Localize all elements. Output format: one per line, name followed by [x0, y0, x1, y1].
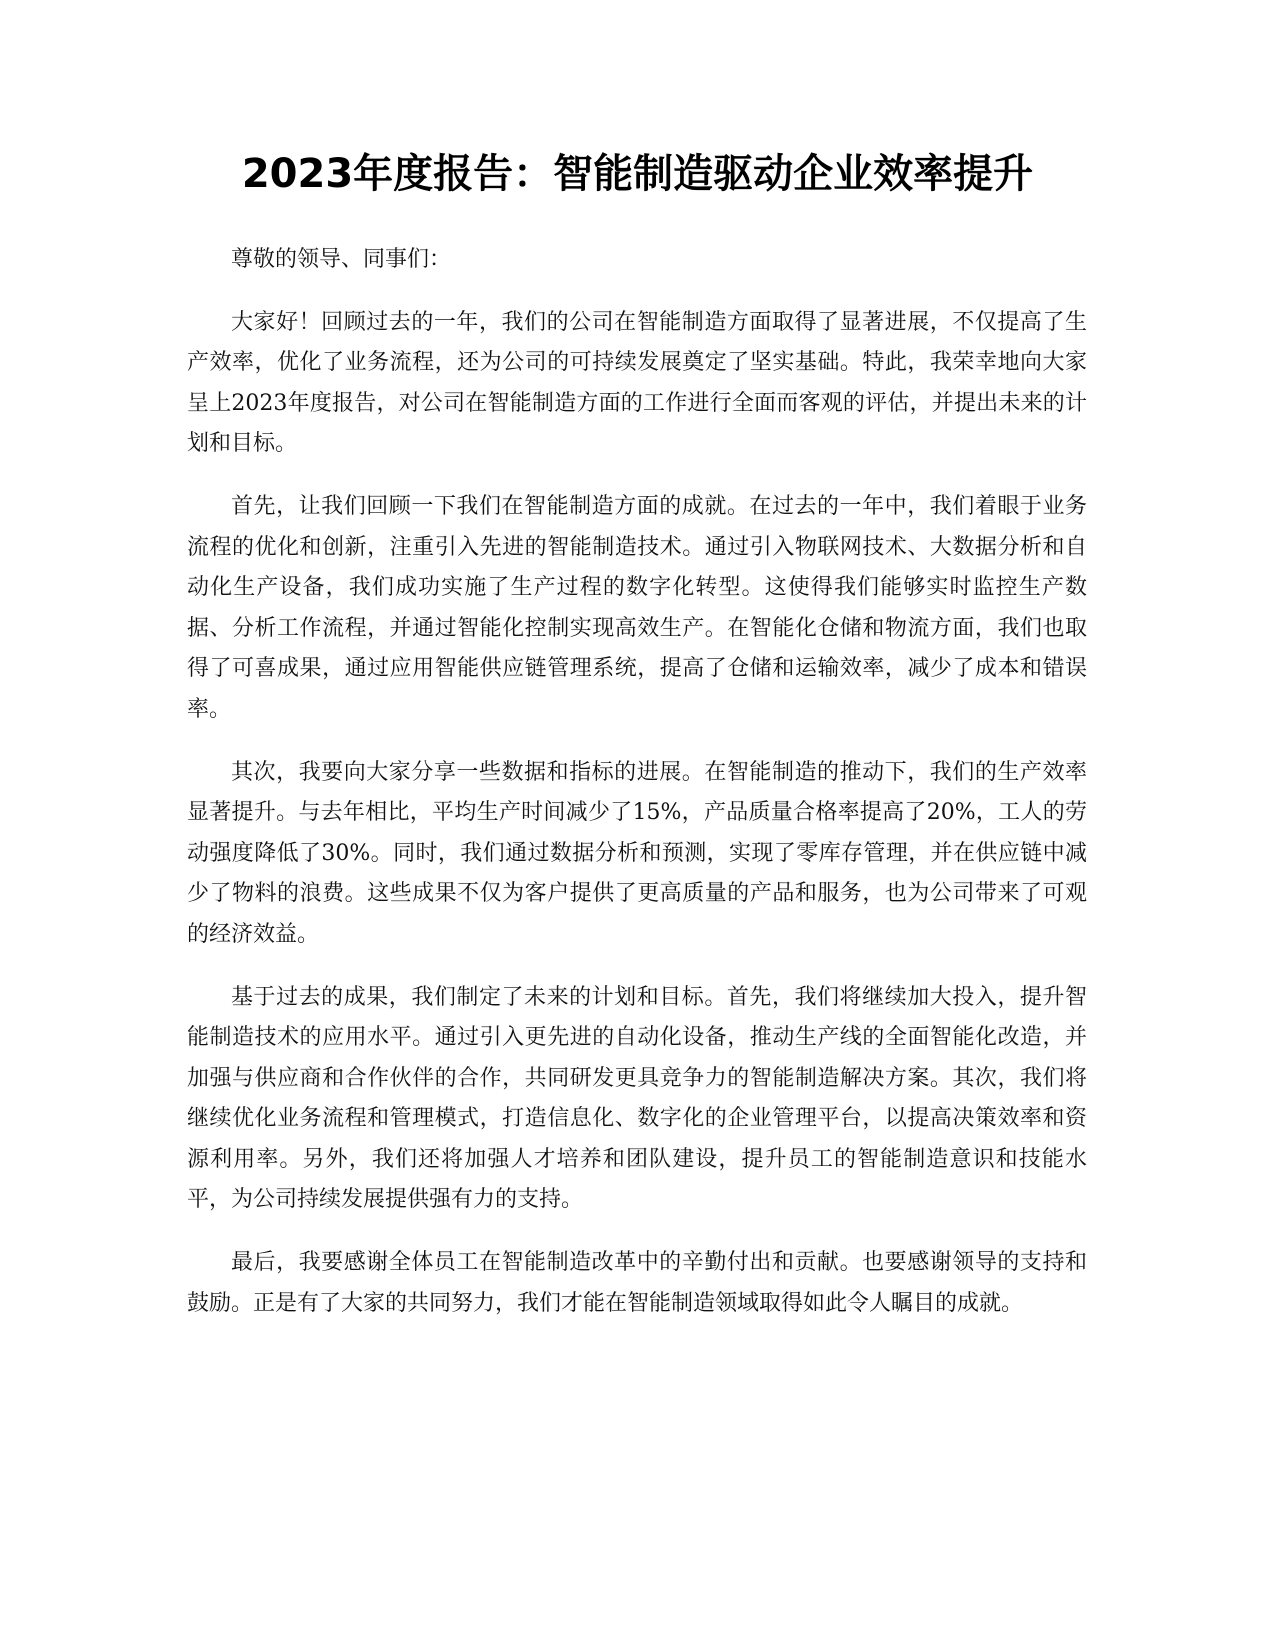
- body-paragraph: 大家好！回顾过去的一年，我们的公司在智能制造方面取得了显著进展，不仅提高了生产效率，优化了业务流程，还为公司的可持续发展奠定了坚实基础。特此，我荣幸地向大家呈上2023年度报告，对公司在智能制造方面的工作进行全面而客观的评估，并提出未来的计划和目标。: [187, 309, 1087, 457]
- greeting-paragraph: 尊敬的领导、同事们：: [231, 247, 452, 272]
- body-paragraph: 最后，我要感谢全体员工在智能制造改革中的辛勤付出和贡献。也要感谢领导的支持和鼓励。正是有了大家的共同努力，我们才能在智能制造领域取得如此令人瞩目的成就。: [187, 1250, 1087, 1316]
- document-body: [187, 240, 1087, 1346]
- body-paragraph: 其次，我要向大家分享一些数据和指标的进展。在智能制造的推动下，我们的生产效率显著提升。与去年相比，平均生产时间减少了15%，产品质量合格率提高了20%，工人的劳动强度降低了30%。同时，我们通过数据分析和预测，实现了零库存管理，并在供应链中减少了物料的浪费。这些成果不仅为客户提供了更高质量的产品和服务，也为公司带来了可观的经济效益。: [187, 759, 1087, 947]
- body-paragraph: 基于过去的成果，我们制定了未来的计划和目标。首先，我们将继续加大投入，提升智能制造技术的应用水平。通过引入更先进的自动化设备，推动生产线的全面智能化改造，并加强与供应商和合作伙伴的合作，共同研发更具竞争力的智能制造解决方案。其次，我们将继续优化业务流程和管理模式，打造信息化、数字化的企业管理平台，以提高决策效率和资源利用率。另外，我们还将加强人才培养和团队建设，提升员工的智能制造意识和技能水平，为公司持续发展提供强有力的支持。: [187, 984, 1087, 1213]
- body-paragraph: 首先，让我们回顾一下我们在智能制造方面的成就。在过去的一年中，我们着眼于业务流程的优化和创新，注重引入先进的智能制造技术。通过引入物联网技术、大数据分析和自动化生产设备，我们成功实施了生产过程的数字化转型。这使得我们能够实时监控生产数据、分析工作流程，并通过智能化控制实现高效生产。在智能化仓储和物流方面，我们也取得了可喜成果，通过应用智能供应链管理系统，提高了仓储和运输效率，减少了成本和错误率。: [187, 493, 1087, 722]
- document-title: 2023年度报告：智能制造驱动企业效率提升: [241, 151, 1034, 197]
